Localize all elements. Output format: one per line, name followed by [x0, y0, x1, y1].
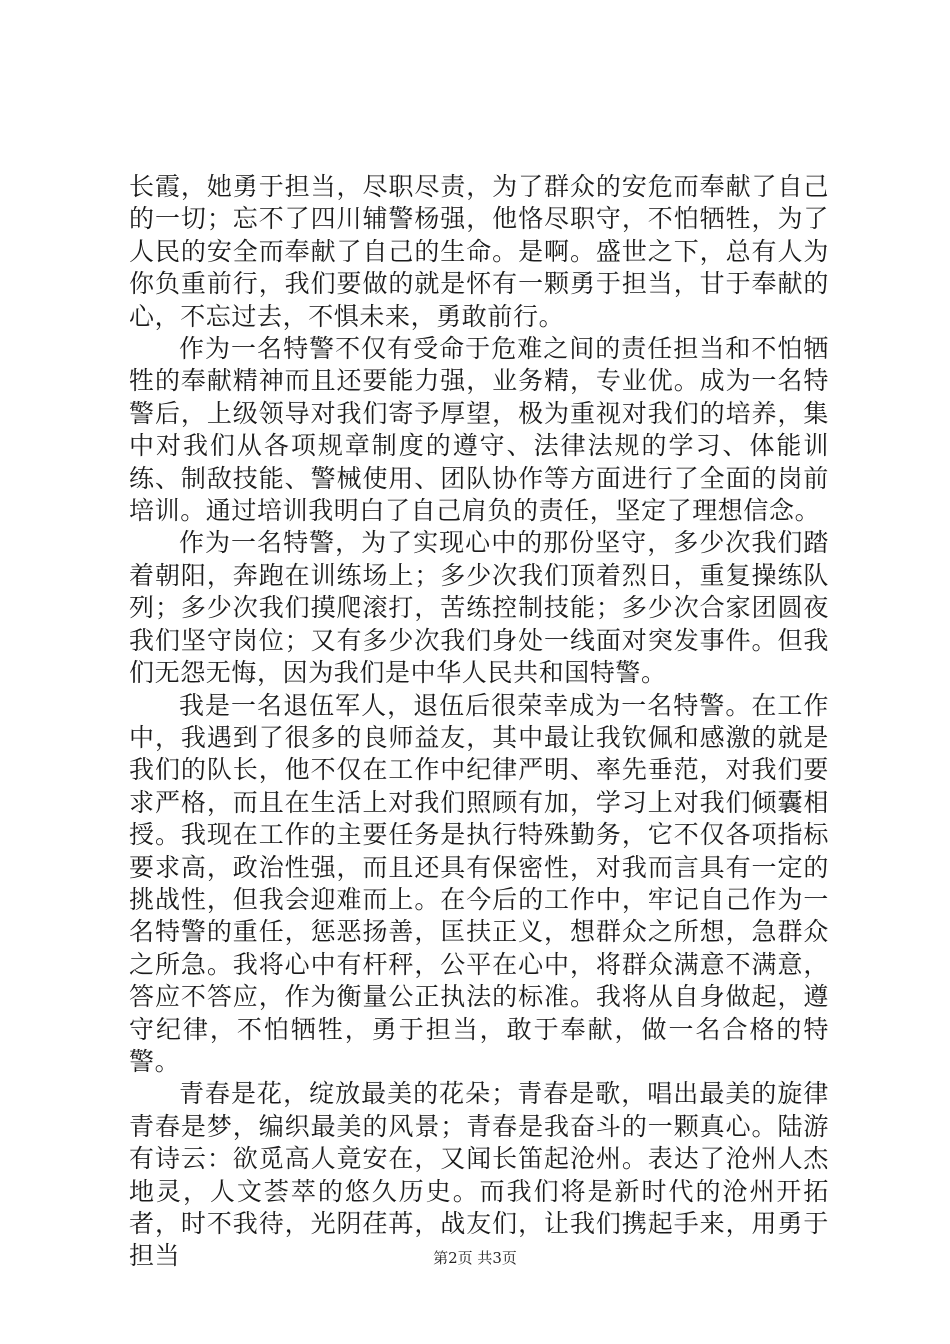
paragraph-2: 作为一名特警不仅有受命于危难之间的责任担当和不怕牺牲的奉献精神而且还要能力强，业务精，专业优。成为一名特警后，上级领导对我们寄予厚望，极为重视对我们的培养，集中对我们从各项规章制度的遵守、法律法规的学习、体能训练、制敌技能、警械使用、团队协作等方面进行了全面的岗前培训。通过培训我明白了自己肩负的责任，坚定了理想信念。 [129, 334, 829, 526]
page-number-footer: 第2页 共3页 [433, 1249, 517, 1267]
paragraph-5: 青春是花，绽放最美的花朵；青春是歌，唱出最美的旋律青春是梦，编织最美的风景；青春是我奋斗的一颗真心。陆游有诗云：欲觅高人竟安在，又闻长笛起沧州。表达了沧州人杰地灵，人文荟萃的悠久历史。而我们将是新时代的沧州开拓者，时不我待，光阴荏苒，战友们，让我们携起手来，用勇于担当 [129, 1079, 829, 1271]
paragraph-1: 长霞，她勇于担当，尽职尽责，为了群众的安危而奉献了自己的一切；忘不了四川辅警杨强，他恪尽职守，不怕牺牲，为了人民的安全而奉献了自己的生命。是啊。盛世之下，总有人为你负重前行，我们要做的就是怀有一颗勇于担当，甘于奉献的心，不忘过去，不惧未来，勇敢前行。 [129, 172, 829, 331]
paragraph-3: 作为一名特警，为了实现心中的那份坚守，多少次我们踏着朝阳，奔跑在训练场上；多少次我们顶着烈日，重复操练队列；多少次我们摸爬滚打，苦练控制技能；多少次合家团圆夜我们坚守岗位；又有多少次我们身处一线面对突发事件。但我们无怨无悔，因为我们是中华人民共和国特警。 [129, 528, 829, 688]
document-body [129, 171, 829, 1273]
paragraph-4: 我是一名退伍军人，退伍后很荣幸成为一名特警。在工作中，我遇到了很多的良师益友，其中最让我钦佩和感激的就是我们的队长，他不仅在工作中纪律严明、率先垂范，对我们要求严格，而且在生活上对我们照顾有加，学习上对我们倾囊相授。我现在工作的主要任务是执行特殊勤务，它不仅各项指标要求高，政治性强，而且还具有保密性，对我而言具有一定的挑战性，但我会迎难而上。在今后的工作中，牢记自己作为一名特警的重任，惩恶扬善，匡扶正义，想群众之所想，急群众之所急。我将心中有杆秤，公平在心中，将群众满意不满意，答应不答应，作为衡量公正执法的标准。我将从自身做起，遵守纪律，不怕牺牲，勇于担当，敢于奉献，做一名合格的特警。 [129, 690, 829, 1076]
